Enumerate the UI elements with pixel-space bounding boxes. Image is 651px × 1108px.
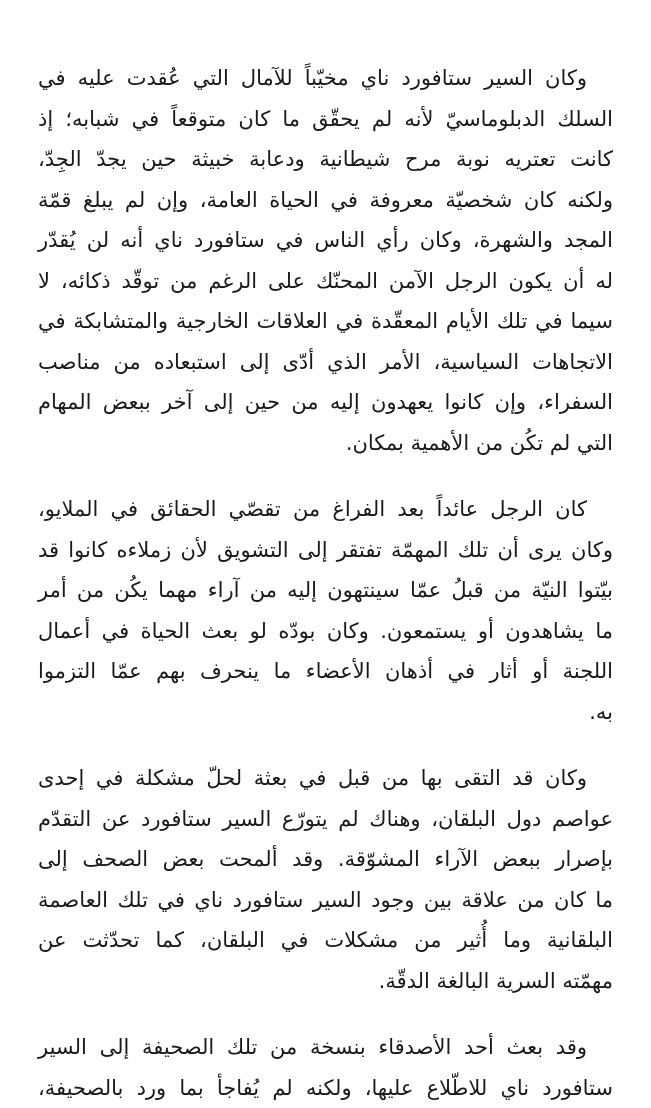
text-line: التي لم تكُن من الأهمية بمكان. [38, 423, 613, 464]
text-line: ولكنه كان شخصيّة معروفة في الحياة العامة، وإن لم يبلغ قمّة [38, 180, 613, 221]
text-line: اللجنة أو أثار في أذهان الأعضاء ما ينحرف بهم عمّا التزموا [38, 651, 613, 692]
text-line: وكان يرى أن تلك المهمّة تفتقر إلى التشويق لأن زملاءه كانوا قد [38, 530, 613, 571]
text-line: له أن يكون الرجل الآمن المحنّك على الرغم من توقّد ذكائه، لا [38, 261, 613, 302]
text-line: سيما في تلك الأيام المعقّدة في العلاقات الخارجية والمتشابكة في [38, 301, 613, 342]
text-line: البلقانية وما أُثير من مشكلات في البلقان، كما تحدّثت عن [38, 920, 613, 961]
text-line: مهمّته السرية البالغة الدقّة. [38, 961, 613, 1002]
text-line: ما كان من علاقة بين وجود السير ستافورد ناي في تلك العاصمة [38, 880, 613, 921]
text-line: ستافورد ناي للاطّلاع عليها، ولكنه لم يُفاجأ بما ورد بالصحيفة، [38, 1068, 613, 1108]
paragraph-3 [38, 758, 613, 1001]
text-line: المجد والشهرة، وكان رأي الناس في ستافورد ناي أنه لن يُقدّر [38, 220, 613, 261]
text-line: ما يشاهدون أو يستمعون. وكان بودّه لو بعث الحياة في أعمال [38, 611, 613, 652]
text-line: به. [38, 692, 613, 733]
text-line: كانت تعتريه نوبة مرح شيطانية ودعابة خبيثة حين يجدّ الجِدّ، [38, 139, 613, 180]
text-line: وكان قد التقى بها من قبل في بعثة لحلّ مشكلة في إحدى [38, 758, 613, 799]
text-line: السلك الدبلوماسيّ لأنه لم يحقّق ما كان متوقعاً في شبابه؛ إذ [38, 99, 613, 140]
text-line: عواصم دول البلقان، وهناك لم يتورّع السير ستافورد عن التقدّم [38, 799, 613, 840]
text-line: وكان السير ستافورد ناي مخيّباً للآمال التي عُقدت عليه في [38, 58, 613, 99]
paragraph-2 [38, 489, 613, 732]
paragraph-1 [38, 58, 613, 463]
text-line: بإصرار ببعض الآراء المشوّقة. وقد ألمحت بعض الصحف إلى [38, 839, 613, 880]
text-line: السفراء، وإن كانوا يعهدون إليه من حين إلى آخر ببعض المهام [38, 382, 613, 423]
text-line: كان الرجل عائداً بعد الفراغ من تقصّي الحقائق في الملايو، [38, 489, 613, 530]
text-line: وقد بعث أحد الأصدقاء بنسخة من تلك الصحيفة إلى السير [38, 1027, 613, 1068]
text-line: الاتجاهات السياسية، الأمر الذي أدّى إلى استبعاده من مناصب [38, 342, 613, 383]
paragraph-4 [38, 1027, 613, 1108]
text-line: بيّتوا النيّة من قبلُ عمّا سينتهون إليه من آراء مهما يكُن من أمر [38, 570, 613, 611]
